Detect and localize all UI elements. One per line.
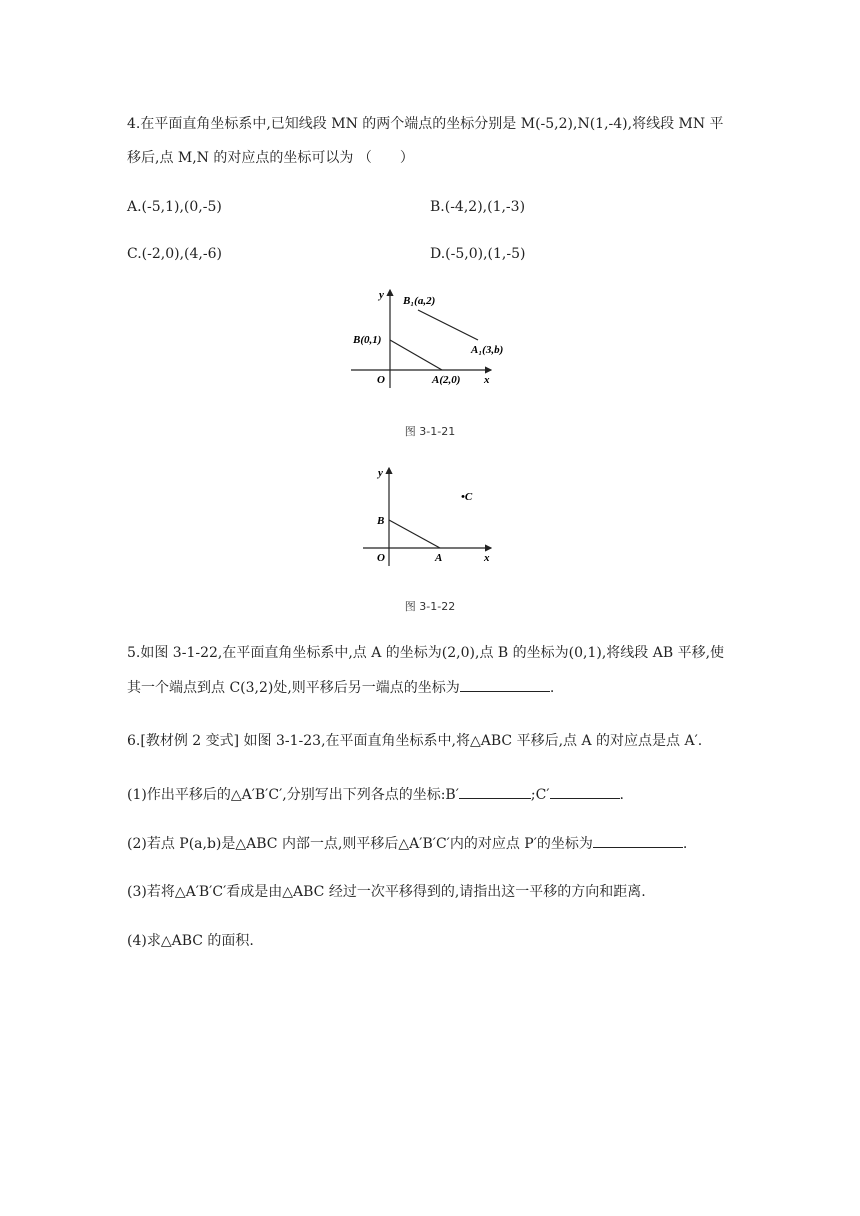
y-axis-label: y bbox=[378, 467, 383, 479]
q6-intro: 6.[教材例 2 变式] 如图 3-1-23,在平面直角坐标系中,将△ABC 平移后,点 A 的对应点是点 A′. bbox=[127, 733, 703, 749]
q6-part-1-text: (1)作出平移后的△A′B′C′,分别写出下列各点的坐标:B′ bbox=[127, 787, 459, 803]
q4-option-d: D.(-5,0),(1,-5) bbox=[430, 246, 526, 262]
q6-answer-p-prime[interactable] bbox=[593, 833, 683, 848]
q6-part-2-end: . bbox=[682, 836, 688, 852]
point-b1-label: B₁(a,2) bbox=[403, 295, 436, 307]
q5-line-2-end: . bbox=[549, 680, 555, 696]
figure-3-1-22 bbox=[345, 460, 505, 570]
segment-a1b1 bbox=[418, 310, 478, 340]
point-c-label: •C bbox=[461, 491, 473, 503]
figure-3-1-21 bbox=[345, 282, 505, 392]
q4-option-b: B.(-4,2),(1,-3) bbox=[430, 199, 526, 215]
q6-part-2-text: (2)若点 P(a,b)是△ABC 内部一点,则平移后△A′B′C′内的对应点 P′的坐标为 bbox=[127, 836, 593, 852]
q6-part-1 bbox=[127, 784, 624, 805]
origin-label: O bbox=[377, 374, 385, 386]
segment-ab bbox=[390, 340, 442, 370]
origin-label: O bbox=[377, 552, 385, 564]
point-b-label: B bbox=[377, 515, 385, 527]
x-axis-label: x bbox=[484, 552, 490, 564]
q6-answer-c-prime[interactable] bbox=[550, 784, 620, 799]
q6-part-4: (4)求△ABC 的面积. bbox=[127, 933, 254, 949]
figure-3-1-21-caption: 图 3-1-21 bbox=[404, 425, 456, 438]
q4-line-1: 4.在平面直角坐标系中,已知线段 MN 的两个端点的坐标分别是 M(-5,2),N(1,-4),将线段 MN 平 bbox=[127, 116, 724, 132]
q4-option-c: C.(-2,0),(4,-6) bbox=[127, 246, 222, 262]
q4-option-a: A.(-5,1),(0,-5) bbox=[127, 199, 222, 215]
point-a-label: A(2,0) bbox=[432, 374, 461, 386]
q6-part-1-mid: ;C′ bbox=[530, 787, 550, 803]
q6-answer-b-prime[interactable] bbox=[459, 784, 531, 799]
q5-answer-blank[interactable] bbox=[460, 677, 550, 692]
segment-ab bbox=[389, 520, 440, 548]
point-a-label: A bbox=[435, 552, 443, 564]
point-a1-label: A₁(3,b) bbox=[471, 344, 504, 356]
q5-line-1: 5.如图 3-1-22,在平面直角坐标系中,点 A 的坐标为(2,0),点 B 的坐标为(0,1),将线段 AB 平移,使 bbox=[127, 645, 725, 661]
x-axis-label: x bbox=[484, 374, 490, 386]
q6-part-1-end: . bbox=[619, 787, 624, 803]
q5-line-2 bbox=[127, 677, 554, 698]
q6-part-3: (3)若将△A′B′C′看成是由△ABC 经过一次平移得到的,请指出这一平移的方向和距离. bbox=[127, 884, 646, 900]
y-axis-label: y bbox=[379, 289, 384, 301]
point-b-label: B(0,1) bbox=[353, 334, 382, 346]
q6-part-2 bbox=[127, 833, 687, 854]
figure-3-1-22-caption: 图 3-1-22 bbox=[404, 600, 456, 613]
q5-line-2-text: 其一个端点到点 C(3,2)处,则平移后另一端点的坐标为 bbox=[127, 680, 460, 696]
q4-line-2: 移后,点 M,N 的对应点的坐标可以为 （ ） bbox=[127, 150, 414, 166]
